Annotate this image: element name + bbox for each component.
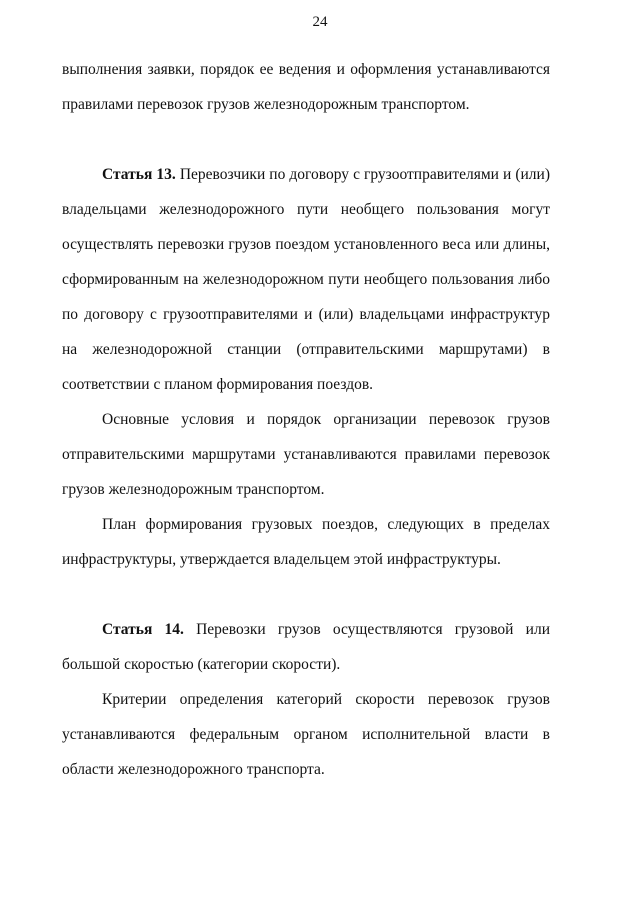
article-14-text: Перевозки грузов осуществляются грузовой или большой скоростью (категории скорости). xyxy=(62,621,550,673)
paragraph-continuation: выполнения заявки, порядок ее ведения и оформления устанавливаются правилами перевозок грузов железнодорожным транспортом. xyxy=(62,61,550,113)
section-gap xyxy=(62,122,550,157)
article-13 xyxy=(62,157,550,402)
article-14-heading: Статья 14. xyxy=(102,621,184,638)
document-body xyxy=(62,52,550,787)
paragraph-speed-criteria: Критерии определения категорий скорости перевозок грузов устанавливаются федеральным органом исполнительной власти в области железнодорожного транспорта. xyxy=(62,691,550,778)
paragraph-train-plan: План формирования грузовых поездов, следующих в пределах инфраструктуры, утверждается владельцем этой инфраструктуры. xyxy=(62,516,550,568)
page-number: 24 xyxy=(312,14,328,30)
paragraph-routes-conditions: Основные условия и порядок организации перевозок грузов отправительскими маршрутами устанавливаются правилами перевозок грузов железнодорожным транспортом. xyxy=(62,411,550,498)
article-14 xyxy=(62,612,550,682)
article-13-text: Перевозчики по договору с грузоотправителями и (или) владельцами железнодорожного пути необщего пользования могут осуществлять перевозки грузов поездом установленного веса или длины, сформированным на железнодорожном пути необщего пользования либо по договору с грузоотправителями и (или) владельцами инфраструктур на железнодорожной станции (отправительскими маршрутами) в соответствии с планом формирования поездов. xyxy=(62,166,550,393)
article-13-heading: Статья 13. xyxy=(102,166,176,183)
section-gap xyxy=(62,577,550,612)
